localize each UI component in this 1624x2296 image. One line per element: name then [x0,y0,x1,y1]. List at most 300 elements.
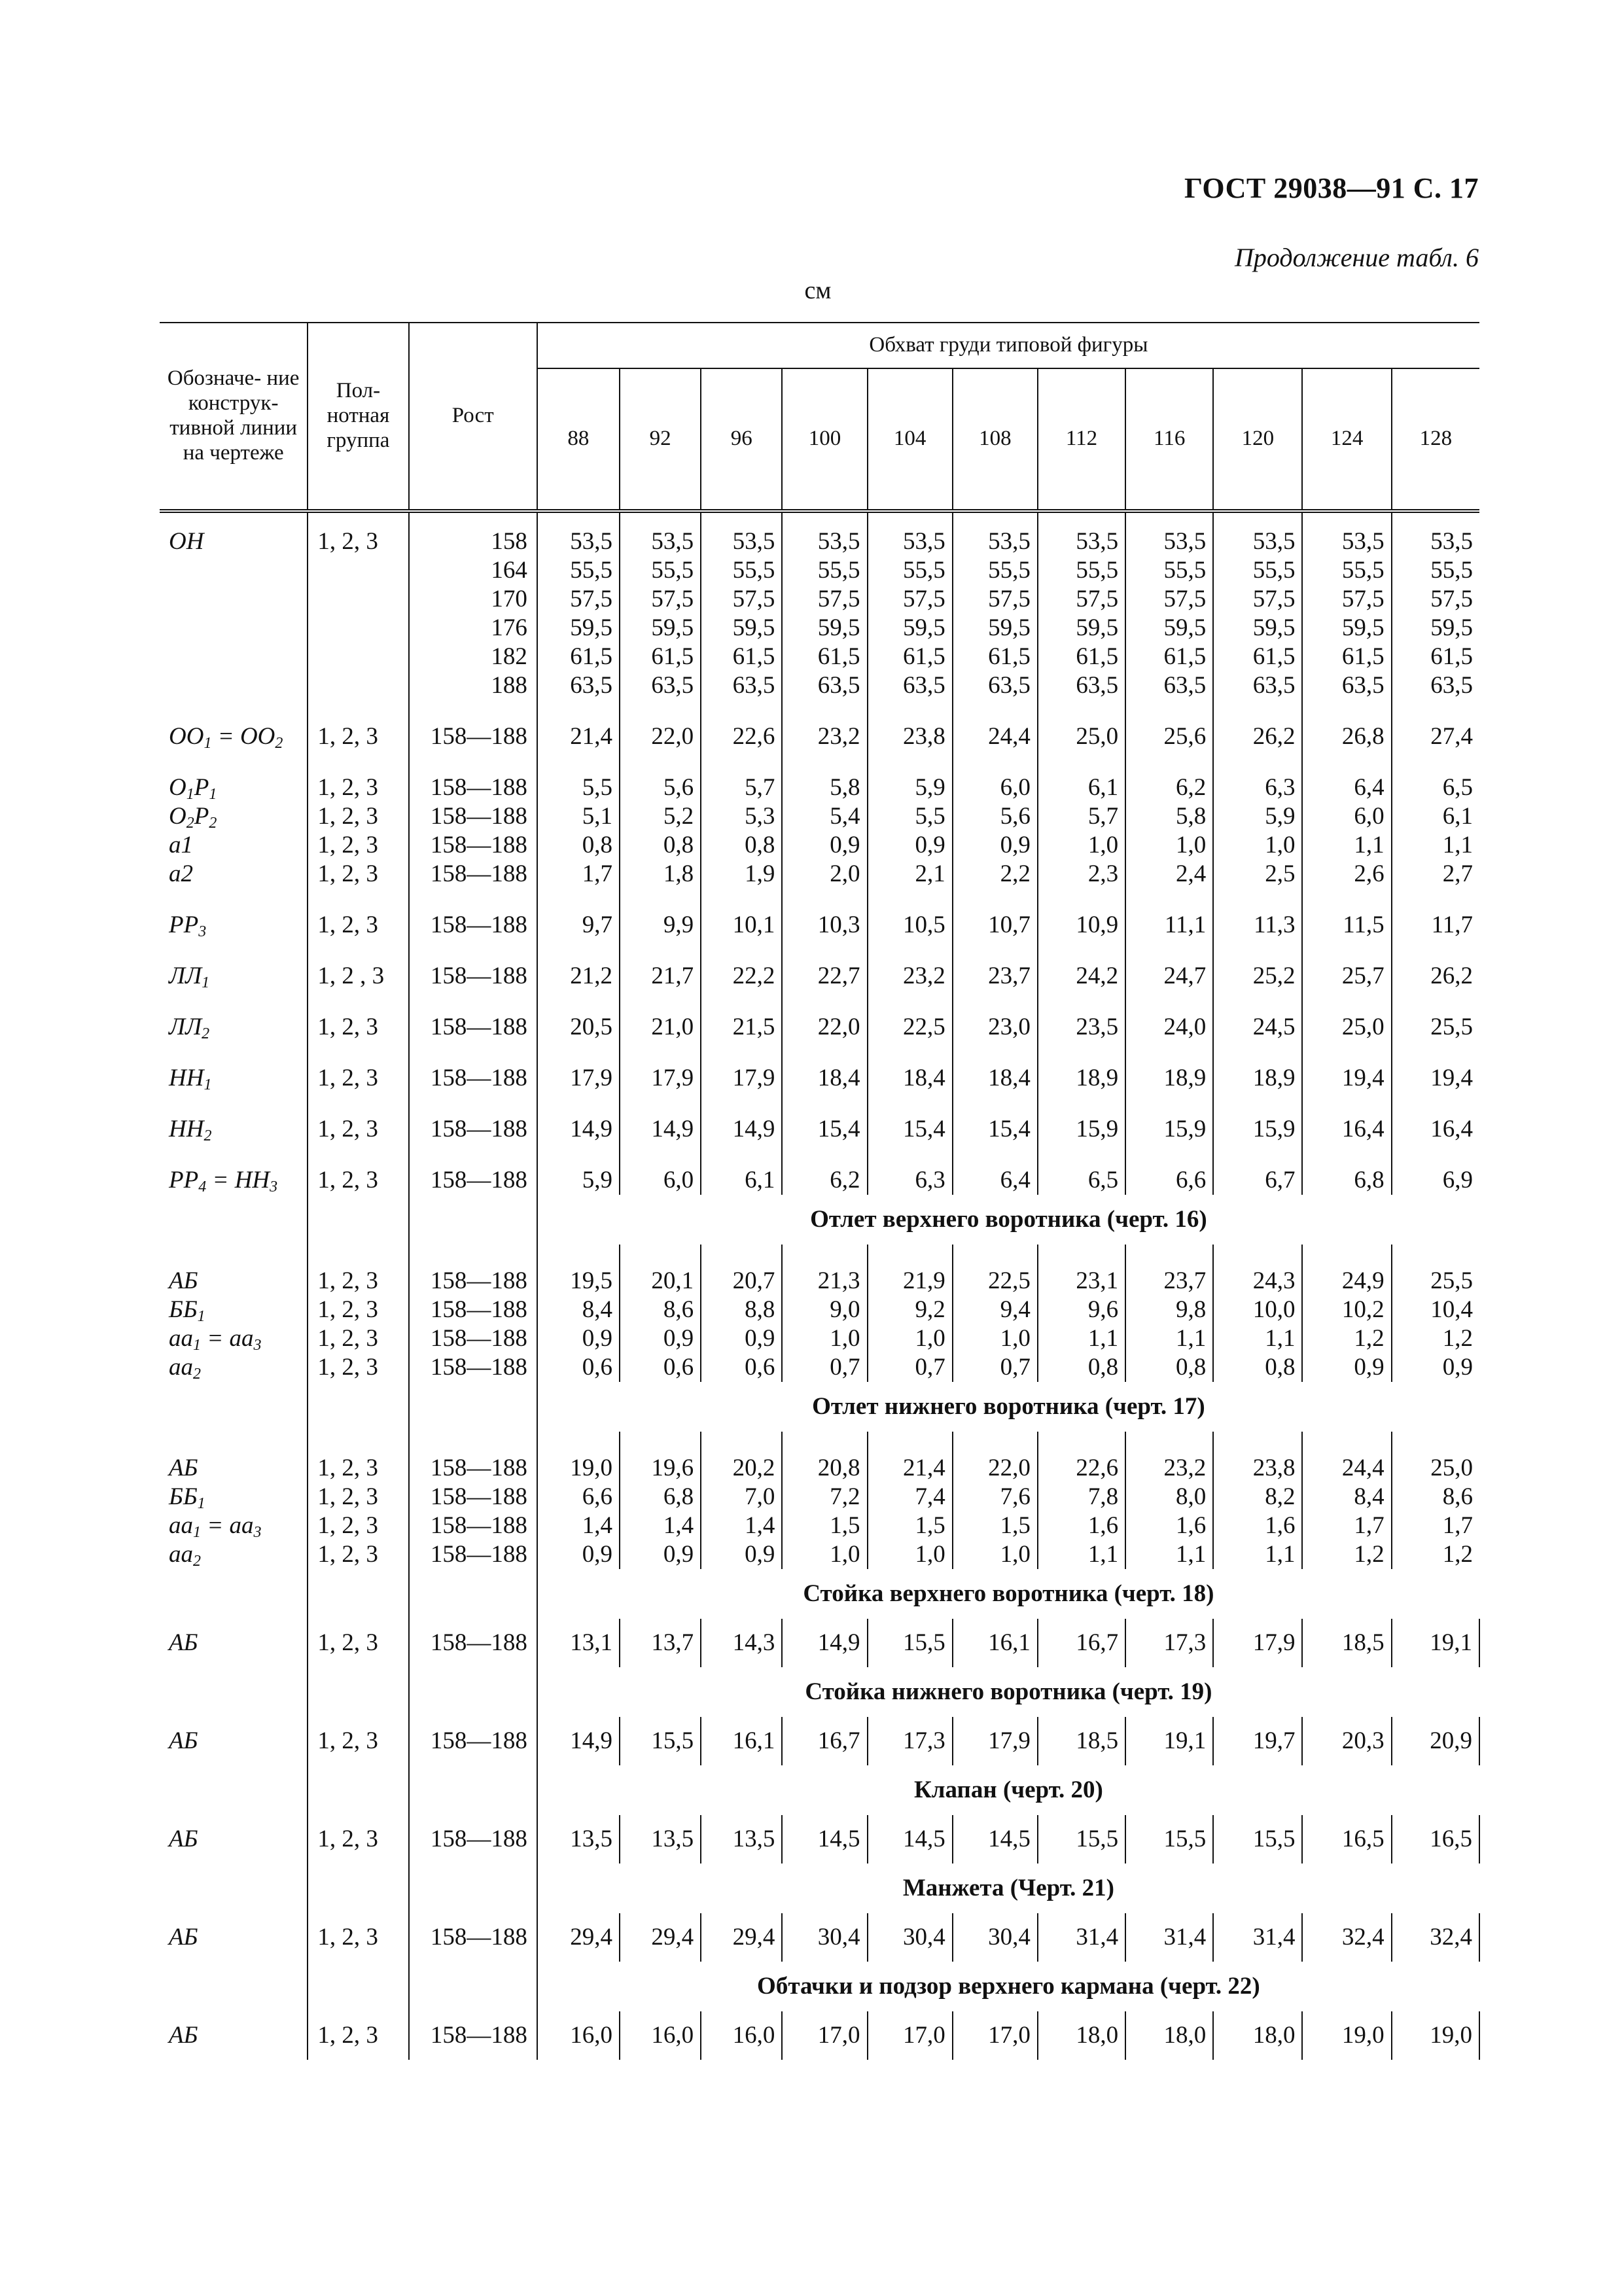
value-text: 8,0 [1176,1483,1207,1510]
value-text: 0,9 [663,1541,694,1568]
table-row [160,1013,1479,1042]
value-text: 1,0 [1000,1325,1031,1352]
cell-designation [160,1619,308,1667]
value-text: 6,8 [663,1483,694,1510]
size-table [160,322,1480,2060]
value-text: 27,4 [1430,723,1473,750]
group-text: 1, 2, 3 [317,860,378,887]
value-text: 22,6 [732,723,775,750]
value-text: 25,0 [1430,1455,1473,1481]
cell-value [868,1064,953,1093]
section-row [160,1382,1479,1432]
value-text: 25,0 [1341,1014,1385,1040]
value-text: 14,9 [817,1629,860,1656]
group-text: 1, 2, 3 [317,1014,378,1040]
cell-value [1125,1267,1213,1382]
cell-value [868,911,953,940]
value-text: 9,6 [1087,1296,1119,1323]
value-text: 6,1 [1087,774,1119,801]
height-text: 158—188 [430,1727,527,1754]
value-text: 13,1 [570,1629,612,1656]
value-text: 1,5 [915,1512,945,1539]
cell-height [409,1913,537,1962]
value-text: 18,9 [1252,1065,1296,1091]
cell-height [409,1013,537,1042]
value-text: 1,1 [1176,1325,1207,1352]
cell-value [782,1267,867,1382]
value-text: 19,4 [1430,1065,1473,1091]
value-text: 13,7 [651,1629,694,1656]
value-text: 53,5 [902,528,945,555]
cell-value [953,911,1038,940]
value-text: 25,5 [1430,1267,1473,1294]
value-text: 19,0 [570,1455,612,1481]
value-text: 22,6 [1076,1455,1119,1481]
value-text: 10,2 [1341,1296,1385,1323]
header-chest: 92 [620,368,701,511]
cell-height [409,1454,537,1569]
value-text: 1,5 [830,1512,860,1539]
value-text: 19,0 [1430,2022,1472,2049]
cell-value [1213,511,1302,700]
cell-height [409,1815,537,1863]
value-text: 5,9 [582,1167,612,1193]
value-text: 55,5 [651,557,694,584]
cell-value [953,1815,1038,1863]
value-text: 23,0 [988,1014,1031,1040]
value-text: 1,2 [1354,1541,1385,1568]
value-text: 26,2 [1430,963,1473,989]
section-title: Стойка нижнего воротника (черт. 19) [805,1678,1212,1705]
value-text: 20,3 [1341,1727,1385,1754]
cell-value [953,1013,1038,1042]
value-text: 14,5 [988,1826,1031,1852]
cell-value [701,1454,782,1569]
value-text: 63,5 [651,672,694,699]
height-text: 158—188 [430,1116,527,1142]
value-text: 22,0 [988,1455,1031,1481]
value-text: 17,9 [732,1065,775,1091]
value-text: 6,6 [1176,1167,1207,1193]
value-text: 0,8 [745,832,775,858]
cell-value [1392,1013,1479,1042]
cell-value [537,722,620,751]
cell-value [1302,1717,1391,1765]
value-text: 55,5 [817,557,860,584]
cell-value [1302,1815,1391,1863]
value-text: 16,7 [1076,1629,1119,1656]
value-text: 16,7 [817,1727,860,1754]
height-text: 158—188 [430,1014,527,1040]
table-row [160,962,1479,991]
value-text: 23,2 [817,723,860,750]
cell-value [1038,1717,1125,1765]
cell-value [953,722,1038,751]
height-text: 158—188 [430,832,527,858]
height-text: 158—188 [430,1455,527,1481]
value-text: 23,8 [902,723,945,750]
value-text: 9,8 [1176,1296,1207,1323]
value-text: 24,7 [1163,963,1207,989]
group-text: 1, 2, 3 [317,832,378,858]
value-text: 22,0 [817,1014,860,1040]
value-text: 15,4 [817,1116,860,1142]
value-text: 0,8 [1265,1354,1296,1381]
value-text: 20,9 [1430,1727,1472,1754]
value-text: 2,6 [1354,860,1385,887]
group-text: 1, 2, 3 [317,528,378,555]
section-row [160,1765,1479,1815]
cell-group [308,962,408,991]
cell-value [701,1717,782,1765]
cell-value [701,1815,782,1863]
value-text: 19,1 [1163,1727,1207,1754]
value-text: 57,5 [902,586,945,612]
header-height: Рост [409,323,537,511]
value-text: 63,5 [988,672,1031,699]
value-text: 7,2 [830,1483,860,1510]
value-text: 30,4 [902,1924,945,1951]
cell-value [868,1619,953,1667]
group-text: 1, 2, 3 [317,803,378,830]
value-text: 24,2 [1076,963,1119,989]
cell-designation [160,1166,308,1195]
cell-value [782,773,867,889]
cell-value [701,1064,782,1093]
cell-value [953,1115,1038,1144]
cell-value [701,1267,782,1382]
value-text: 31,4 [1252,1924,1296,1951]
cell-height [409,1166,537,1195]
section-row [160,1863,1479,1913]
cell-group [308,911,408,940]
designation-text: а2 [169,860,193,887]
value-text: 25,6 [1163,723,1207,750]
value-text: 5,6 [1000,803,1031,830]
value-text: 59,5 [570,614,612,641]
cell-value [537,1115,620,1144]
group-text: 1, 2, 3 [317,1455,378,1481]
value-text: 11,7 [1431,911,1473,938]
cell-height [409,1717,537,1765]
cell-value [1038,1115,1125,1144]
value-text: 10,4 [1430,1296,1473,1323]
value-text: 19,5 [570,1267,612,1294]
group-text: 1, 2, 3 [317,774,378,801]
cell-designation [160,773,308,889]
cell-value [620,962,701,991]
cell-group [308,1267,408,1382]
value-text: 9,2 [915,1296,945,1323]
cell-value [1392,511,1479,700]
cell-height [409,511,537,700]
value-text: 5,4 [830,803,860,830]
group-text [317,585,408,614]
value-text: 57,5 [732,586,775,612]
value-text: 16,0 [570,2022,612,2049]
value-text: 0,9 [1354,1354,1385,1381]
height-text: 158 [491,528,527,555]
value-text: 55,5 [1430,557,1473,584]
value-text: 53,5 [1341,528,1385,555]
cell-value [782,511,867,700]
value-text: 15,5 [1252,1826,1296,1852]
cell-value [701,773,782,889]
value-text: 15,4 [988,1116,1031,1142]
value-text: 1,1 [1442,832,1473,858]
cell-value [782,1115,867,1144]
value-text: 63,5 [1163,672,1207,699]
value-text: 61,5 [902,643,945,670]
value-text: 18,5 [1341,1629,1385,1656]
cell-value [537,1717,620,1765]
value-text: 11,1 [1164,911,1207,938]
cell-value [537,511,620,700]
value-text: 25,5 [1430,1014,1473,1040]
cell-designation [160,911,308,940]
value-text: 53,5 [1252,528,1296,555]
value-text: 55,5 [1076,557,1119,584]
group-text: 1, 2, 3 [317,1267,378,1294]
cell-value [1392,1619,1479,1667]
value-text: 10,9 [1076,911,1119,938]
value-text: 17,0 [817,2022,860,2049]
value-text: 31,4 [1076,1924,1119,1951]
value-text: 19,0 [1341,2022,1385,2049]
value-text: 11,5 [1343,911,1385,938]
cell-value [537,1064,620,1093]
cell-value [1125,911,1213,940]
value-text: 16,4 [1430,1116,1473,1142]
height-text: 158—188 [430,1167,527,1193]
cell-value [953,962,1038,991]
cell-value [1125,962,1213,991]
height-text: 158—188 [430,1325,527,1352]
value-text: 1,1 [1176,1541,1207,1568]
value-text: 1,1 [1087,1541,1119,1568]
cell-value [620,511,701,700]
cell-group [308,1115,408,1144]
section-title: Клапан (черт. 20) [913,1776,1103,1803]
designation-text: АБ [169,1629,198,1656]
value-text: 8,6 [1442,1483,1473,1510]
header-chest: 108 [953,368,1038,511]
cell-value [1302,773,1391,889]
value-text: 6,2 [830,1167,860,1193]
cell-designation [160,962,308,991]
value-text: 61,5 [1252,643,1296,670]
cell-value [1213,1815,1302,1863]
cell-value [868,511,953,700]
value-text: 18,0 [1252,2022,1296,2049]
designation-text: $НН_2$ [169,1116,212,1144]
value-text: 57,5 [1341,586,1385,612]
value-text: 1,2 [1442,1325,1473,1352]
height-text: 158—188 [430,911,527,938]
value-text: 0,8 [1176,1354,1207,1381]
designation-text: $аа_2$ [169,1541,201,1570]
cell-value [1125,2011,1213,2060]
cell-value [953,1064,1038,1093]
value-text: 21,4 [902,1455,945,1481]
value-text: 23,7 [1163,1267,1207,1294]
table-row [160,1166,1479,1195]
value-text: 25,2 [1252,963,1296,989]
cell-value [1213,962,1302,991]
value-text: 22,2 [732,963,775,989]
value-text: 15,9 [1252,1116,1296,1142]
value-text: 0,9 [1000,832,1031,858]
value-text: 22,5 [902,1014,945,1040]
cell-group [308,1166,408,1195]
value-text: 16,4 [1341,1116,1385,1142]
cell-value [701,1166,782,1195]
cell-value [953,773,1038,889]
value-text: 24,5 [1252,1014,1296,1040]
cell-value [620,1454,701,1569]
value-text: 23,1 [1076,1267,1119,1294]
value-text: 57,5 [1430,586,1473,612]
value-text: 10,3 [817,911,860,938]
cell-value [868,2011,953,2060]
value-text: 63,5 [1252,672,1296,699]
table-row [160,722,1479,751]
value-text: 29,4 [732,1924,775,1951]
value-text: 0,7 [830,1354,860,1381]
value-text: 20,5 [570,1014,612,1040]
designation-text: АБ [169,1924,198,1951]
table-row [160,1619,1479,1667]
value-text: 17,9 [1252,1629,1296,1656]
value-text: 17,9 [570,1065,612,1091]
value-text: 7,8 [1087,1483,1119,1510]
cell-value [1392,1166,1479,1195]
value-text: 0,9 [745,1541,775,1568]
value-text: 31,4 [1163,1924,1207,1951]
cell-group [308,1815,408,1863]
value-text: 61,5 [1163,643,1207,670]
cell-height [409,911,537,940]
cell-designation [160,2011,308,2060]
height-text: 158—188 [430,1924,527,1951]
cell-value [1213,1717,1302,1765]
cell-value [953,1166,1038,1195]
value-text: 9,4 [1000,1296,1031,1323]
cell-value [620,2011,701,2060]
header-designation: Обозначе- ние конструк- тивной линии на чертеже [160,323,308,511]
cell-value [1302,1013,1391,1042]
value-text: 1,4 [663,1512,694,1539]
value-text: 6,4 [1354,774,1385,801]
value-text: 6,9 [1442,1167,1473,1193]
value-text: 2,4 [1176,860,1207,887]
value-text: 61,5 [570,643,612,670]
cell-value [868,1454,953,1569]
designation-text: АБ [169,1727,198,1754]
value-text: 23,5 [1076,1014,1119,1040]
cell-value [620,1013,701,1042]
value-text: 63,5 [570,672,612,699]
height-text: 158—188 [430,860,527,887]
cell-value [620,1115,701,1144]
value-text: 6,5 [1087,1167,1119,1193]
value-text: 61,5 [1341,643,1385,670]
value-text: 19,4 [1341,1065,1385,1091]
cell-value [953,1913,1038,1962]
cell-value [782,2011,867,2060]
value-text: 5,9 [1265,803,1296,830]
cell-value [701,1115,782,1144]
value-text: 19,1 [1430,1629,1472,1656]
height-text: 158—188 [430,1629,527,1656]
designation-text: а1 [169,832,193,858]
designation-text: ОН [169,528,204,555]
designation-text [169,671,307,700]
cell-value [1125,1913,1213,1962]
height-text: 182 [491,643,527,670]
value-text: 20,7 [732,1267,775,1294]
designation-text: АБ [169,1826,198,1852]
value-text: 20,8 [817,1455,860,1481]
cell-value [1213,1619,1302,1667]
cell-value [1302,911,1391,940]
value-text: 63,5 [732,672,775,699]
cell-value [620,1267,701,1382]
value-text: 1,4 [745,1512,775,1539]
cell-value [868,1913,953,1962]
cell-value [1125,1454,1213,1569]
cell-value [1038,1013,1125,1042]
cell-value [1125,511,1213,700]
group-text [317,671,408,700]
table-row [160,1267,1479,1382]
value-text: 1,0 [1087,832,1119,858]
value-text: 55,5 [1163,557,1207,584]
value-text: 59,5 [988,614,1031,641]
group-text: 1, 2, 3 [317,1065,378,1091]
height-text: 158—188 [430,963,527,989]
value-text: 1,6 [1265,1512,1296,1539]
cell-value [1213,1267,1302,1382]
group-text: 1, 2, 3 [317,1354,378,1381]
cell-value [782,1166,867,1195]
value-text: 1,0 [1176,832,1207,858]
cell-value [1213,1013,1302,1042]
value-text: 16,1 [988,1629,1031,1656]
cell-designation [160,1064,308,1093]
value-text: 18,5 [1076,1727,1119,1754]
value-text: 1,8 [663,860,694,887]
value-text: 24,9 [1341,1267,1385,1294]
value-text: 0,8 [663,832,694,858]
value-text: 1,1 [1354,832,1385,858]
section-row [160,1667,1479,1717]
cell-value [1038,1913,1125,1962]
value-text: 0,8 [1087,1354,1119,1381]
cell-value [537,773,620,889]
value-text: 1,1 [1087,1325,1119,1352]
cell-height [409,962,537,991]
table-row [160,911,1479,940]
value-text: 7,0 [745,1483,775,1510]
value-text: 17,9 [988,1727,1031,1754]
value-text: 61,5 [1430,643,1473,670]
value-text: 18,4 [988,1065,1031,1091]
value-text: 9,0 [830,1296,860,1323]
cell-value [1213,1454,1302,1569]
group-text: 1, 2, 3 [317,1541,378,1568]
cell-group [308,2011,408,2060]
